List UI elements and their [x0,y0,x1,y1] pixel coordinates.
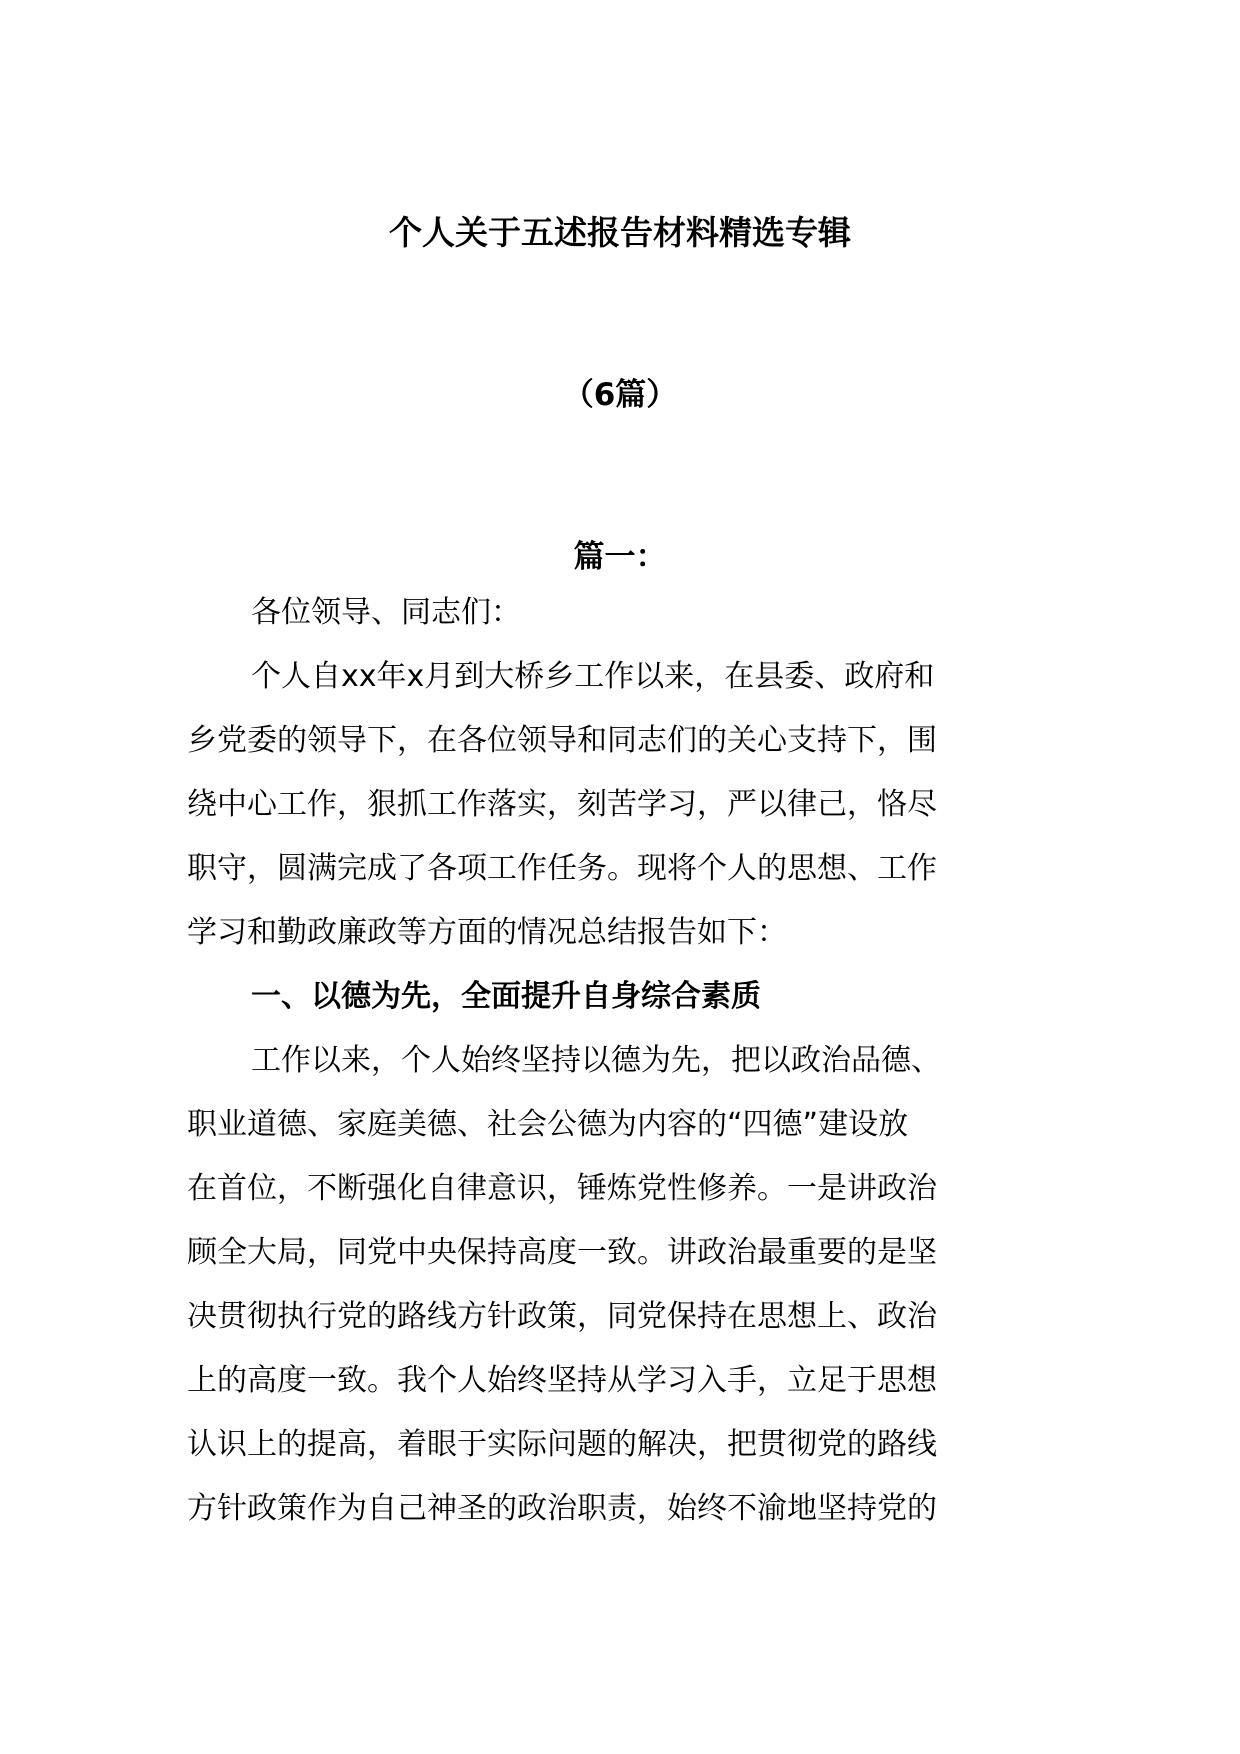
salutation-line: 各位领导、同志们： [251,595,521,630]
paragraph-line: 上的高度一致。我个人始终坚持从学习入手，立足于思想 [187,1363,937,1398]
paragraph-line: 决贯彻执行党的路线方针政策，同党保持在思想上、政治 [187,1299,937,1334]
document-subtitle: （6篇） [562,377,678,413]
paragraph-line: 学习和勤政廉政等方面的情况总结报告如下： [187,915,787,950]
paragraph-line: 方针政策作为自己神圣的政治职责，始终不渝地坚持党的 [187,1491,937,1526]
document-title: 个人关于五述报告材料精选专辑 [389,213,851,252]
paragraph-line: 职业道德、家庭美德、社会公德为内容的“四德”建设放 [187,1107,909,1142]
paragraph-line: 绕中心工作，狠抓工作落实，刻苦学习，严以律己，恪尽 [187,787,937,822]
paragraph-line: 职守，圆满完成了各项工作任务。现将个人的思想、工作 [187,851,937,886]
paragraph-line: 在首位，不断强化自律意识，锤炼党性修养。一是讲政治 [187,1171,937,1206]
paragraph-line: 个人自xx年x月到大桥乡工作以来，在县委、政府和 [251,659,935,694]
paragraph-line: 乡党委的领导下，在各位领导和同志们的关心支持下，围 [187,723,937,758]
section-label: 篇一： [573,539,667,575]
paragraph-line: 认识上的提高，着眼于实际问题的解决，把贯彻党的路线 [187,1427,937,1462]
paragraph-line: 顾全大局，同党中央保持高度一致。讲政治最重要的是坚 [187,1235,937,1270]
paragraph-line: 工作以来，个人始终坚持以德为先，把以政治品德、 [251,1043,941,1078]
section-heading: 一、以德为先，全面提升自身综合素质 [251,979,761,1014]
